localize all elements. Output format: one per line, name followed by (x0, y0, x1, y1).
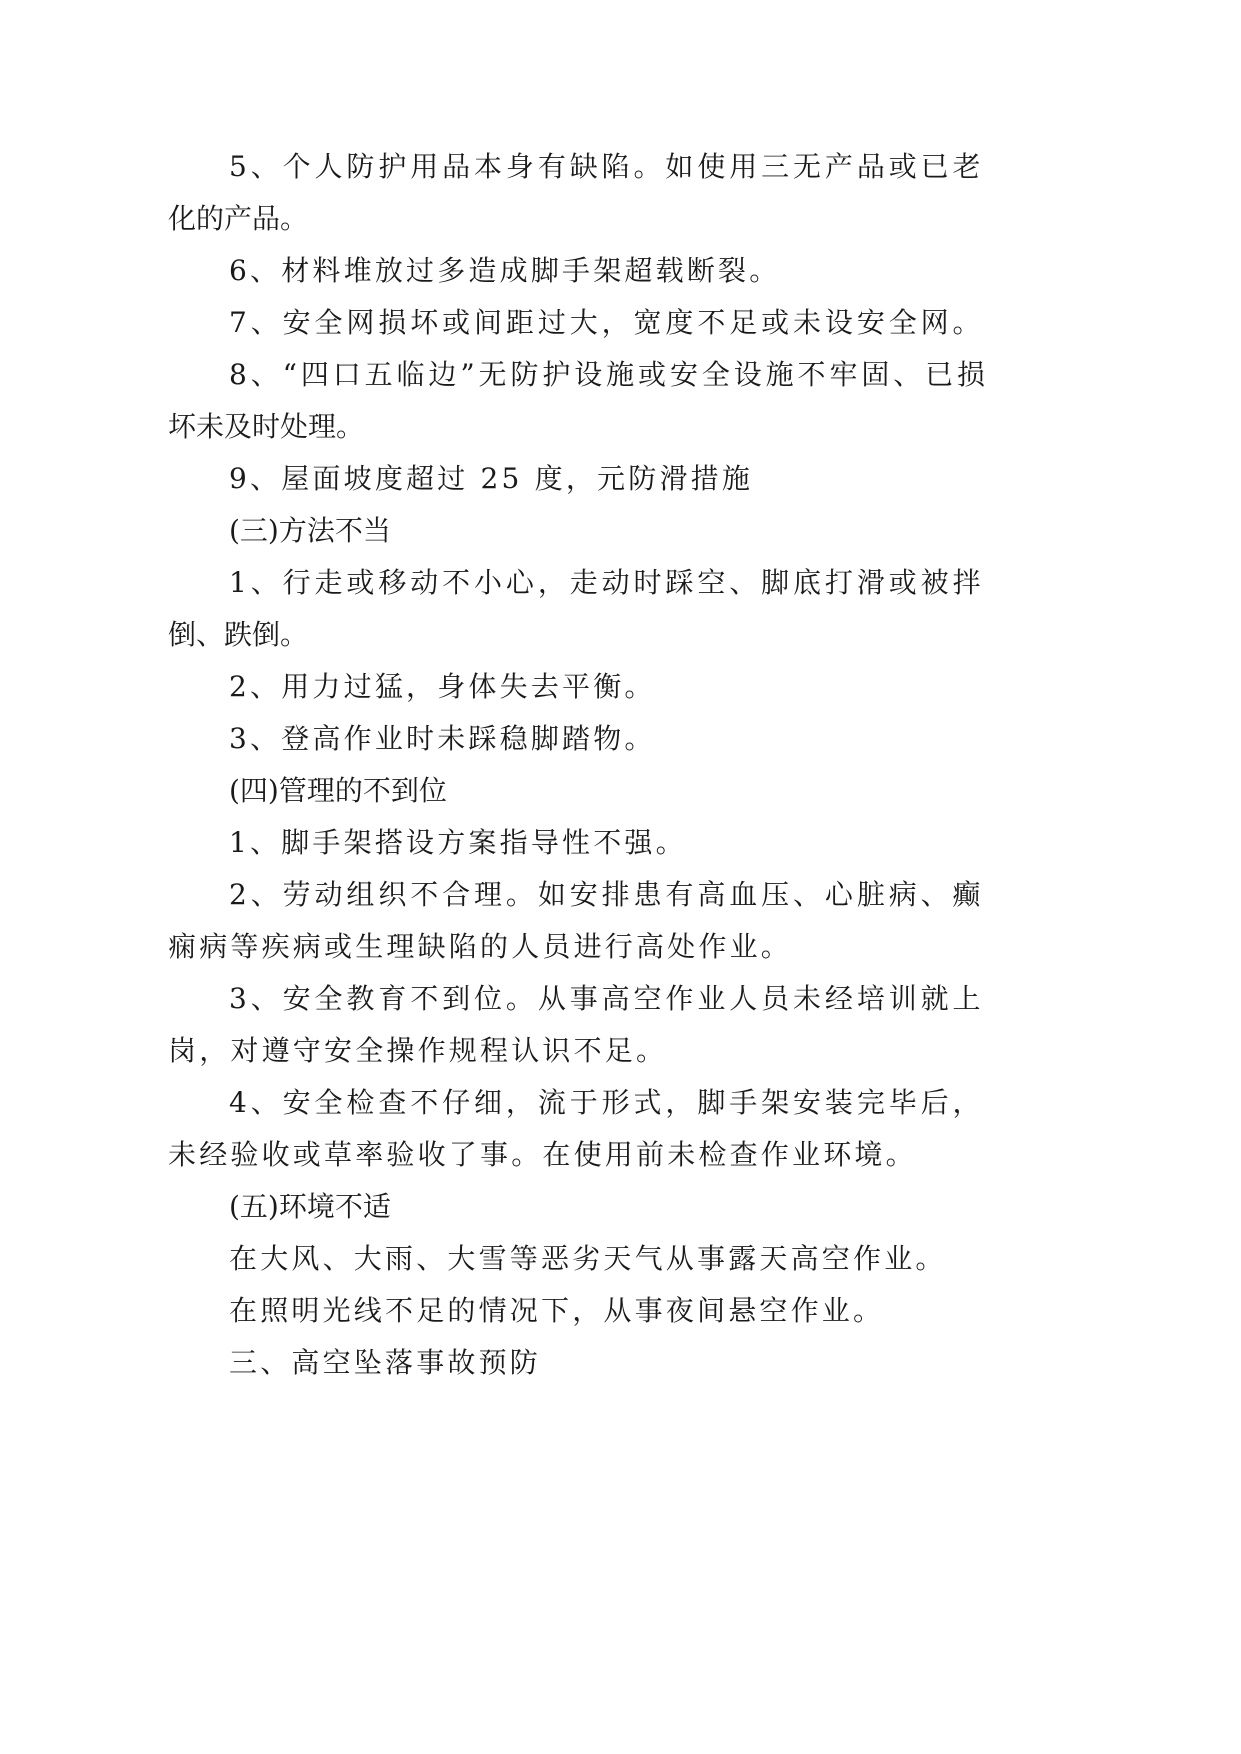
paragraph-line: 倒、跌倒。 (168, 618, 309, 651)
paragraph-line: 4、安全检查不仔细，流于形式，脚手架安装完毕后， (229, 1086, 985, 1119)
paragraph-line: 8、“四口五临边”无防护设施或安全设施不牢固、已损 (229, 358, 989, 391)
paragraph-line: 3、安全教育不到位。从事高空作业人员未经培训就上 (229, 982, 985, 1015)
paragraph-line: 6、材料堆放过多造成脚手架超载断裂。 (229, 254, 781, 287)
paragraph-line: 化的产品。 (168, 202, 309, 235)
paragraph-line: 坏未及时处理。 (168, 410, 365, 443)
paragraph-line: 在大风、大雨、大雪等恶劣天气从事露天高空作业。 (229, 1242, 947, 1275)
paragraph-line: 在照明光线不足的情况下，从事夜间悬空作业。 (229, 1294, 885, 1327)
section-heading: (三)方法不当 (229, 514, 391, 547)
paragraph-line: 9、屋面坡度超过 25 度，元防滑措施 (229, 462, 754, 495)
paragraph-line: 5、个人防护用品本身有缺陷。如使用三无产品或已老 (229, 150, 985, 183)
paragraph-line: 痫病等疾病或生理缺陷的人员进行高处作业。 (168, 930, 793, 963)
paragraph-line: 1、脚手架搭设方案指导性不强。 (229, 826, 687, 859)
paragraph-line: 2、用力过猛，身体失去平衡。 (229, 670, 656, 703)
section-heading: (四)管理的不到位 (229, 774, 447, 807)
paragraph-line: 岗，对遵守安全操作规程认识不足。 (168, 1034, 668, 1067)
paragraph-line: 2、劳动组织不合理。如安排患有高血压、心脏病、癫 (229, 878, 985, 911)
paragraph-line: 未经验收或草率验收了事。在使用前未检查作业环境。 (168, 1138, 917, 1171)
section-heading: 三、高空坠落事故预防 (229, 1346, 542, 1379)
paragraph-line: 7、安全网损坏或间距过大，宽度不足或未设安全网。 (229, 306, 985, 339)
section-heading: (五)环境不适 (229, 1190, 391, 1223)
paragraph-line: 3、登高作业时未踩稳脚踏物。 (229, 722, 656, 755)
paragraph-line: 1、行走或移动不小心，走动时踩空、脚底打滑或被拌 (229, 566, 985, 599)
